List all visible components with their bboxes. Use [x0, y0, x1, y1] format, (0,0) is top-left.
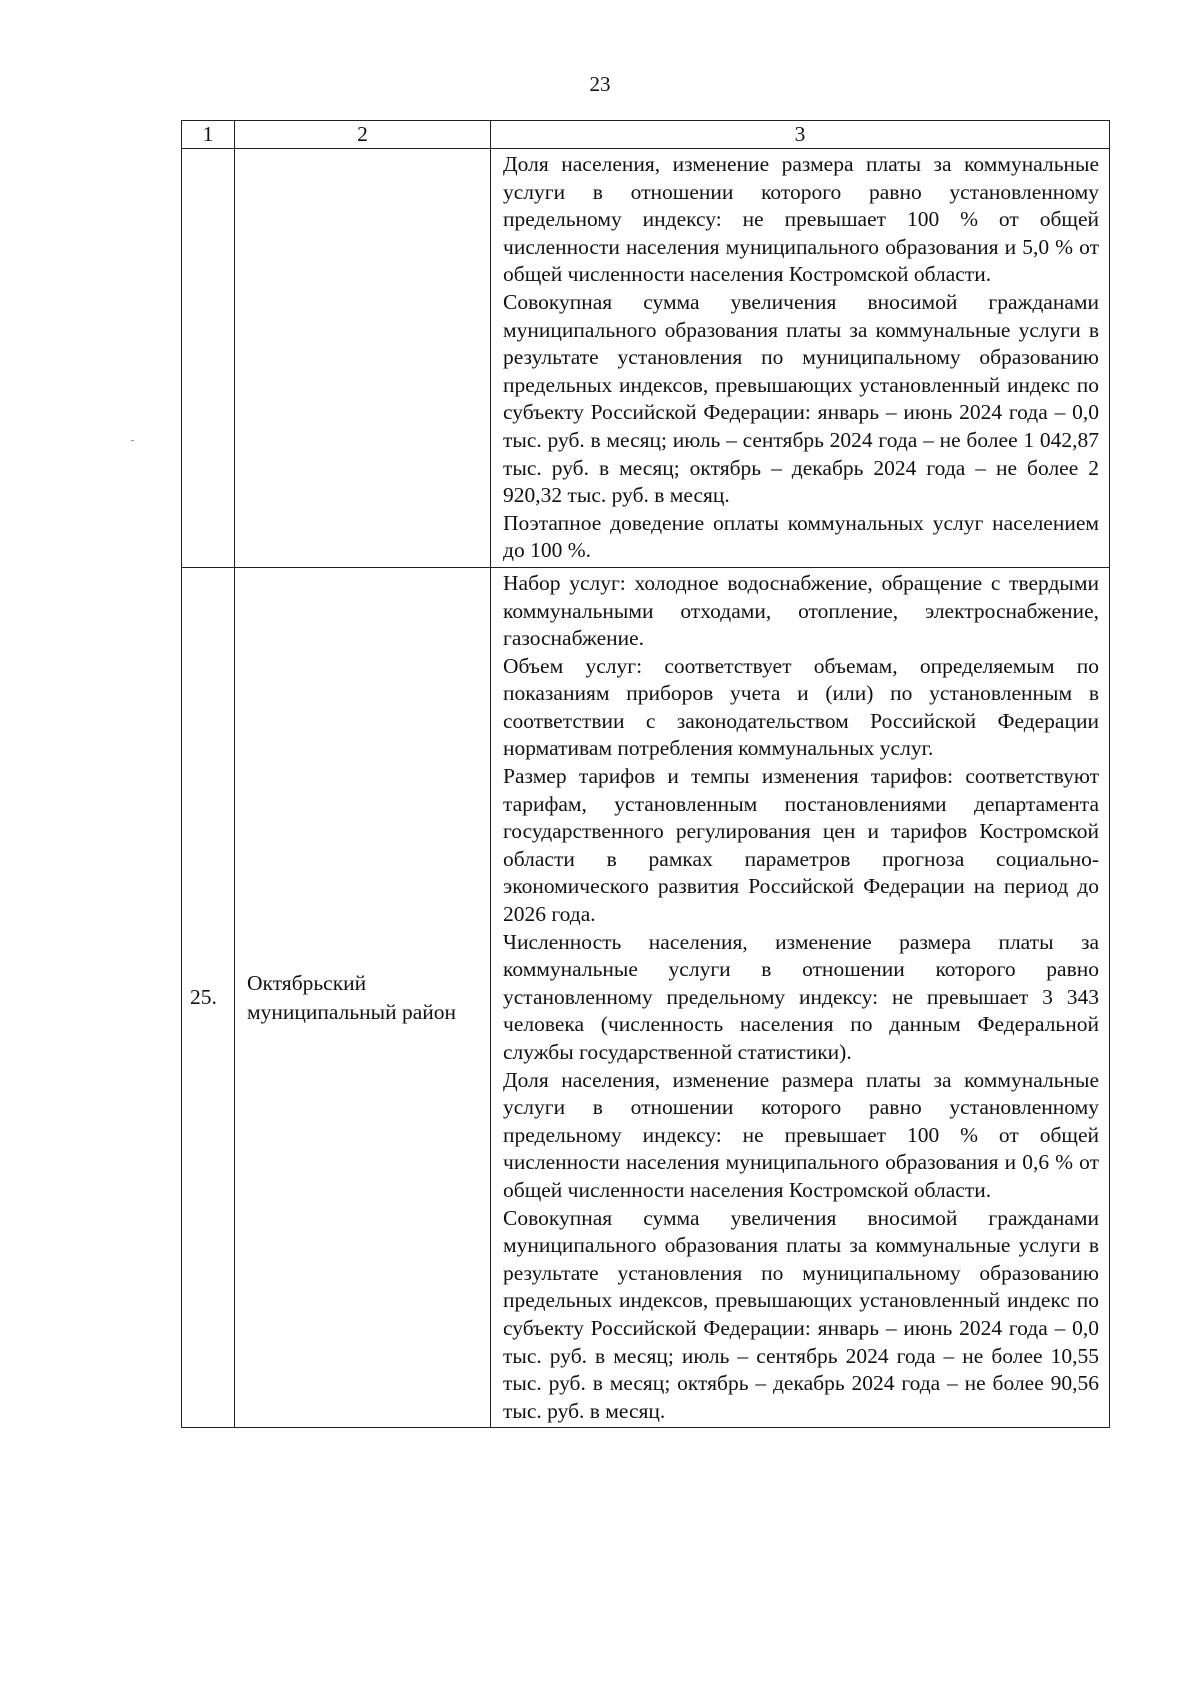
description-paragraph: Численность населения, изменение размера платы за коммунальные услуги в отношении которого равно установленному предельному индексу: не превышает 3 343 человека (численность населения по данным Федеральной службы государственной статистики). [503, 929, 1099, 1064]
description-paragraph: Доля населения, изменение размера платы за коммунальные услуги в отношении которого равно установленному предельному индексу: не превышает 100 % от общей численности населения муниципального образования и 0,6 % от общей численности населения Костромской области. [503, 1067, 1099, 1202]
description-paragraph: Совокупная сумма увеличения вносимой гражданами муниципального образования платы за коммунальные услуги в результате установления по муниципальному образованию предельных индексов, превышающих установленный индекс по субъекту Российской Федерации: январь – июнь 2024 года – 0,0 тыс. руб. в месяц; июль – сентябрь 2024 года – не более 1 042,87 тыс. руб. в месяц; октябрь – декабрь 2024 года – не более 2 920,32 тыс. руб. в месяц. [503, 289, 1099, 508]
row-number [182, 149, 235, 568]
description-paragraph: Набор услуг: холодное водоснабжение, обращение с твердыми коммунальными отходами, отопление, электроснабжение, газоснабжение. [503, 570, 1099, 651]
district-name: Октябрьский муниципальный район [235, 567, 491, 1427]
header-cell-1: 1 [182, 121, 235, 149]
page-number: 23 [589, 72, 611, 96]
table-row [182, 149, 1110, 568]
scan-mark [131, 440, 134, 441]
description-paragraph: Объем услуг: соответствует объемам, определяемым по показаниям приборов учета и (или) по установленным в соответствии с законодательством Российской Федерации нормативам потребления коммунальных услуг. [503, 653, 1099, 761]
description-cell [491, 567, 1110, 1427]
description-paragraph: Доля населения, изменение размера платы за коммунальные услуги в отношении которого равно установленному предельному индексу: не превышает 100 % от общей численности населения муниципального образования и 5,0 % от общей численности населения Костромской области. [503, 152, 1099, 287]
description-cell [491, 149, 1110, 568]
table-header-row [182, 121, 1110, 149]
description-paragraph: Совокупная сумма увеличения вносимой гражданами муниципального образования платы за коммунальные услуги в результате установления по муниципальному образованию предельных индексов, превышающих установленный индекс по субъекту Российской Федерации: январь – июнь 2024 года – 0,0 тыс. руб. в месяц; июль – сентябрь 2024 года – не более 10,55 тыс. руб. в месяц; октябрь – декабрь 2024 года – не более 90,56 тыс. руб. в месяц. [503, 1205, 1099, 1423]
table-row [182, 567, 1110, 1427]
district-name [235, 149, 491, 568]
row-number: 25. [182, 567, 235, 1427]
header-cell-3: 3 [491, 121, 1110, 149]
description-paragraph: Поэтапное доведение оплаты коммунальных услуг населением до 100 %. [503, 510, 1099, 563]
header-cell-2: 2 [235, 121, 491, 149]
document-table [181, 120, 1110, 1428]
description-paragraph: Размер тарифов и темпы изменения тарифов: соответствуют тарифам, установленным постановлениями департамента государственного регулирования цен и тарифов Костромской области в рамках параметров прогноза социально-экономического развития Российской Федерации на период до 2026 года. [503, 764, 1099, 927]
